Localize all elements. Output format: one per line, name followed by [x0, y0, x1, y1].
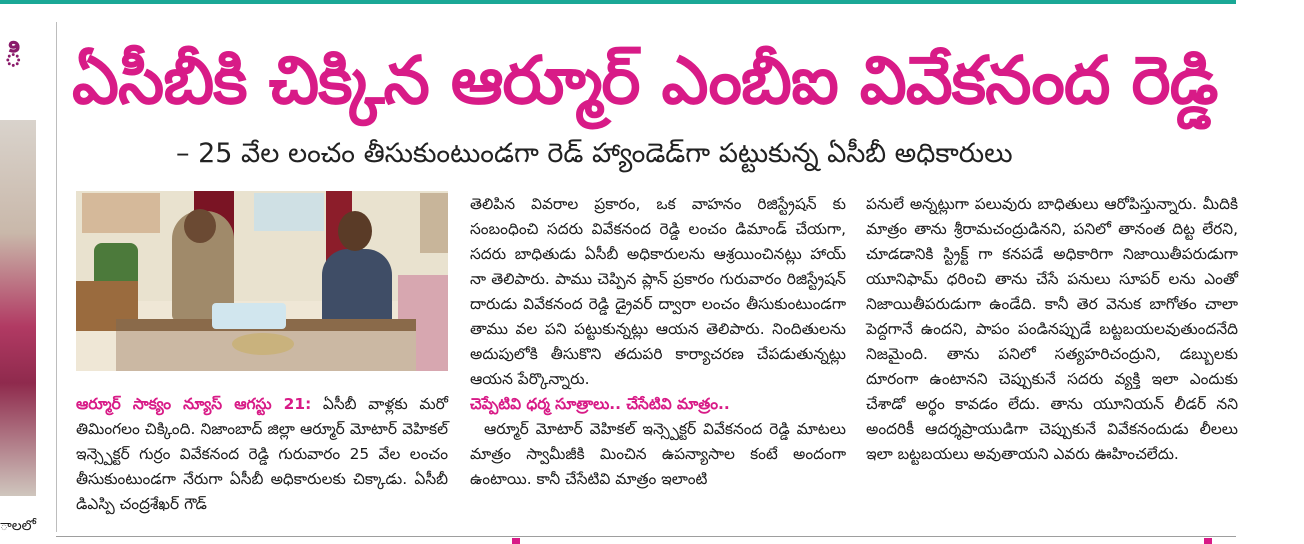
article-column-2 — [470, 192, 846, 522]
column3-paragraph: పనులే అన్నట్లుగా పలువురు బాధితులు ఆరోపిస్తున్నారు. మీదికి మాత్రం తాను శ్రీరామచంద్రుడినని, పనిలో తానంత దిట్ట లేరని, చూడడానికి స్ట్రిక్ట్ గా కనపడే అధికారిగా నిజాయితీపరుడుగా యూనిఫామ్ ధరించి తాను చేసే పనులు సూపర్ లను ఎంతో నిజాయితీపరుడుగా ఉండేది. కానీ తెర వెనుక బాగోతం చాలా పెద్దగానే ఉందని, పాపం పండినప్పుడే బట్టబయలవుతుందనేది నిజమైంది. తాను పనిలో సత్యహరిచంద్రుని, డబ్బులకు దూరంగా ఉంటానని చెప్పుకునే సదరు వ్యక్తి ఇలా ఎందుకు చేశాడో అర్థం కావడం లేదు. తాను యూనియన్ లీడర్ నని అందరికీ ఆదర్శప్రాయుడిగా చెప్పుకునే వివేకనందుడు లీలలు ఇలా బట్టబయలు అవుతాయని ఎవరు ఊహించలేదు. — [866, 195, 1238, 463]
bottom-rule — [56, 536, 1236, 537]
notice-board — [82, 193, 160, 233]
dateline: ఆర్మూర్ సాక్యం న్యూస్ ఆగస్టు 21: — [76, 395, 312, 413]
article-photo — [76, 191, 448, 371]
article-column-3 — [866, 192, 1238, 522]
next-article-mark — [512, 538, 520, 544]
column2-subheading: చెప్పేటివి ధర్మ సూత్రాలు.. చేసేటివి మాత్రం.. — [470, 395, 730, 413]
article-column-1 — [76, 392, 448, 520]
seized-cash — [232, 333, 294, 355]
article-headline: ఏసీబీకి చిక్కిన ఆర్మూర్ ఎంబీఐ వివేకనంద రెడ్డి — [72, 42, 1218, 119]
adjacent-article-fragment — [0, 0, 44, 544]
next-article-mark — [1204, 538, 1212, 544]
adjacent-text-fragment: ాలలో — [0, 518, 37, 534]
column2-paragraph-2: ఆర్మూర్ మోటార్ వెహికల్ ఇన్స్పెక్టర్ వివేకనంద రెడ్డి మాటలు మాత్రం స్వామీజీకి మించిన ఉపన్యాసాల కంటే అందంగా ఉంటాయి. కానీ చేసేటివి మాత్రం ఇలాంటి — [470, 420, 846, 488]
column1-text: ఏసీబీ వాళ్లకు మరో తిమింగలం చిక్కింది. నిజాంబాద్ జిల్లా ఆర్మూర్ మోటార్ వెహికల్ ఇన్స్పెక్టర్ గుర్రం వివేకనంద రెడ్డి గురువారం 25 వేల లంచం తీసుకుంటుండగా నేరుగా ఏసీబీ అధికారులకు చిక్కాడు. ఏసీబీ డిఎస్పి చంద్రశేఖర్ గౌడ్ — [76, 395, 448, 513]
water-bottles — [212, 303, 286, 329]
article-subheadline: – 25 వేల లంచం తీసుకుంటుండగా రెడ్ హ్యాండెడ్‌గా పట్టుకున్న ఏసీబీ అధికారులు — [176, 138, 1013, 169]
column-divider — [56, 22, 57, 532]
adjacent-headline-fragment: ి — [4, 36, 23, 74]
adjacent-photo-fragment — [0, 120, 36, 496]
column2-paragraph-1: తెలిపిన వివరాల ప్రకారం, ఒక వాహనం రిజిస్ట్రేషన్ కు సంబంధించి సదరు వివేకనంద రెడ్డి లంచం డిమాండ్ చేయగా, సదరు బాధితుడు ఏసీబీ అధికారులను ఆశ్రయించినట్లు హాయ్ నా తెలిపారు. పాము చెప్పిన ప్లాన్ ప్రకారం గురువారం రిజిస్ట్రేషన్ దారుడు వివేకనంద రెడ్డి డ్రైవర్ ద్వారా లంచం తీసుకుంటుండగా తాము వల పని పట్టుకున్నట్లు ఆయన తెలిపారు. నిందితులను అదుపులోకి తీసుకొని తదుపరి కార్యాచరణ చేపడుతున్నట్లు ఆయన పేర్కొన్నారు. — [470, 195, 846, 388]
top-accent-bar — [0, 0, 1236, 4]
